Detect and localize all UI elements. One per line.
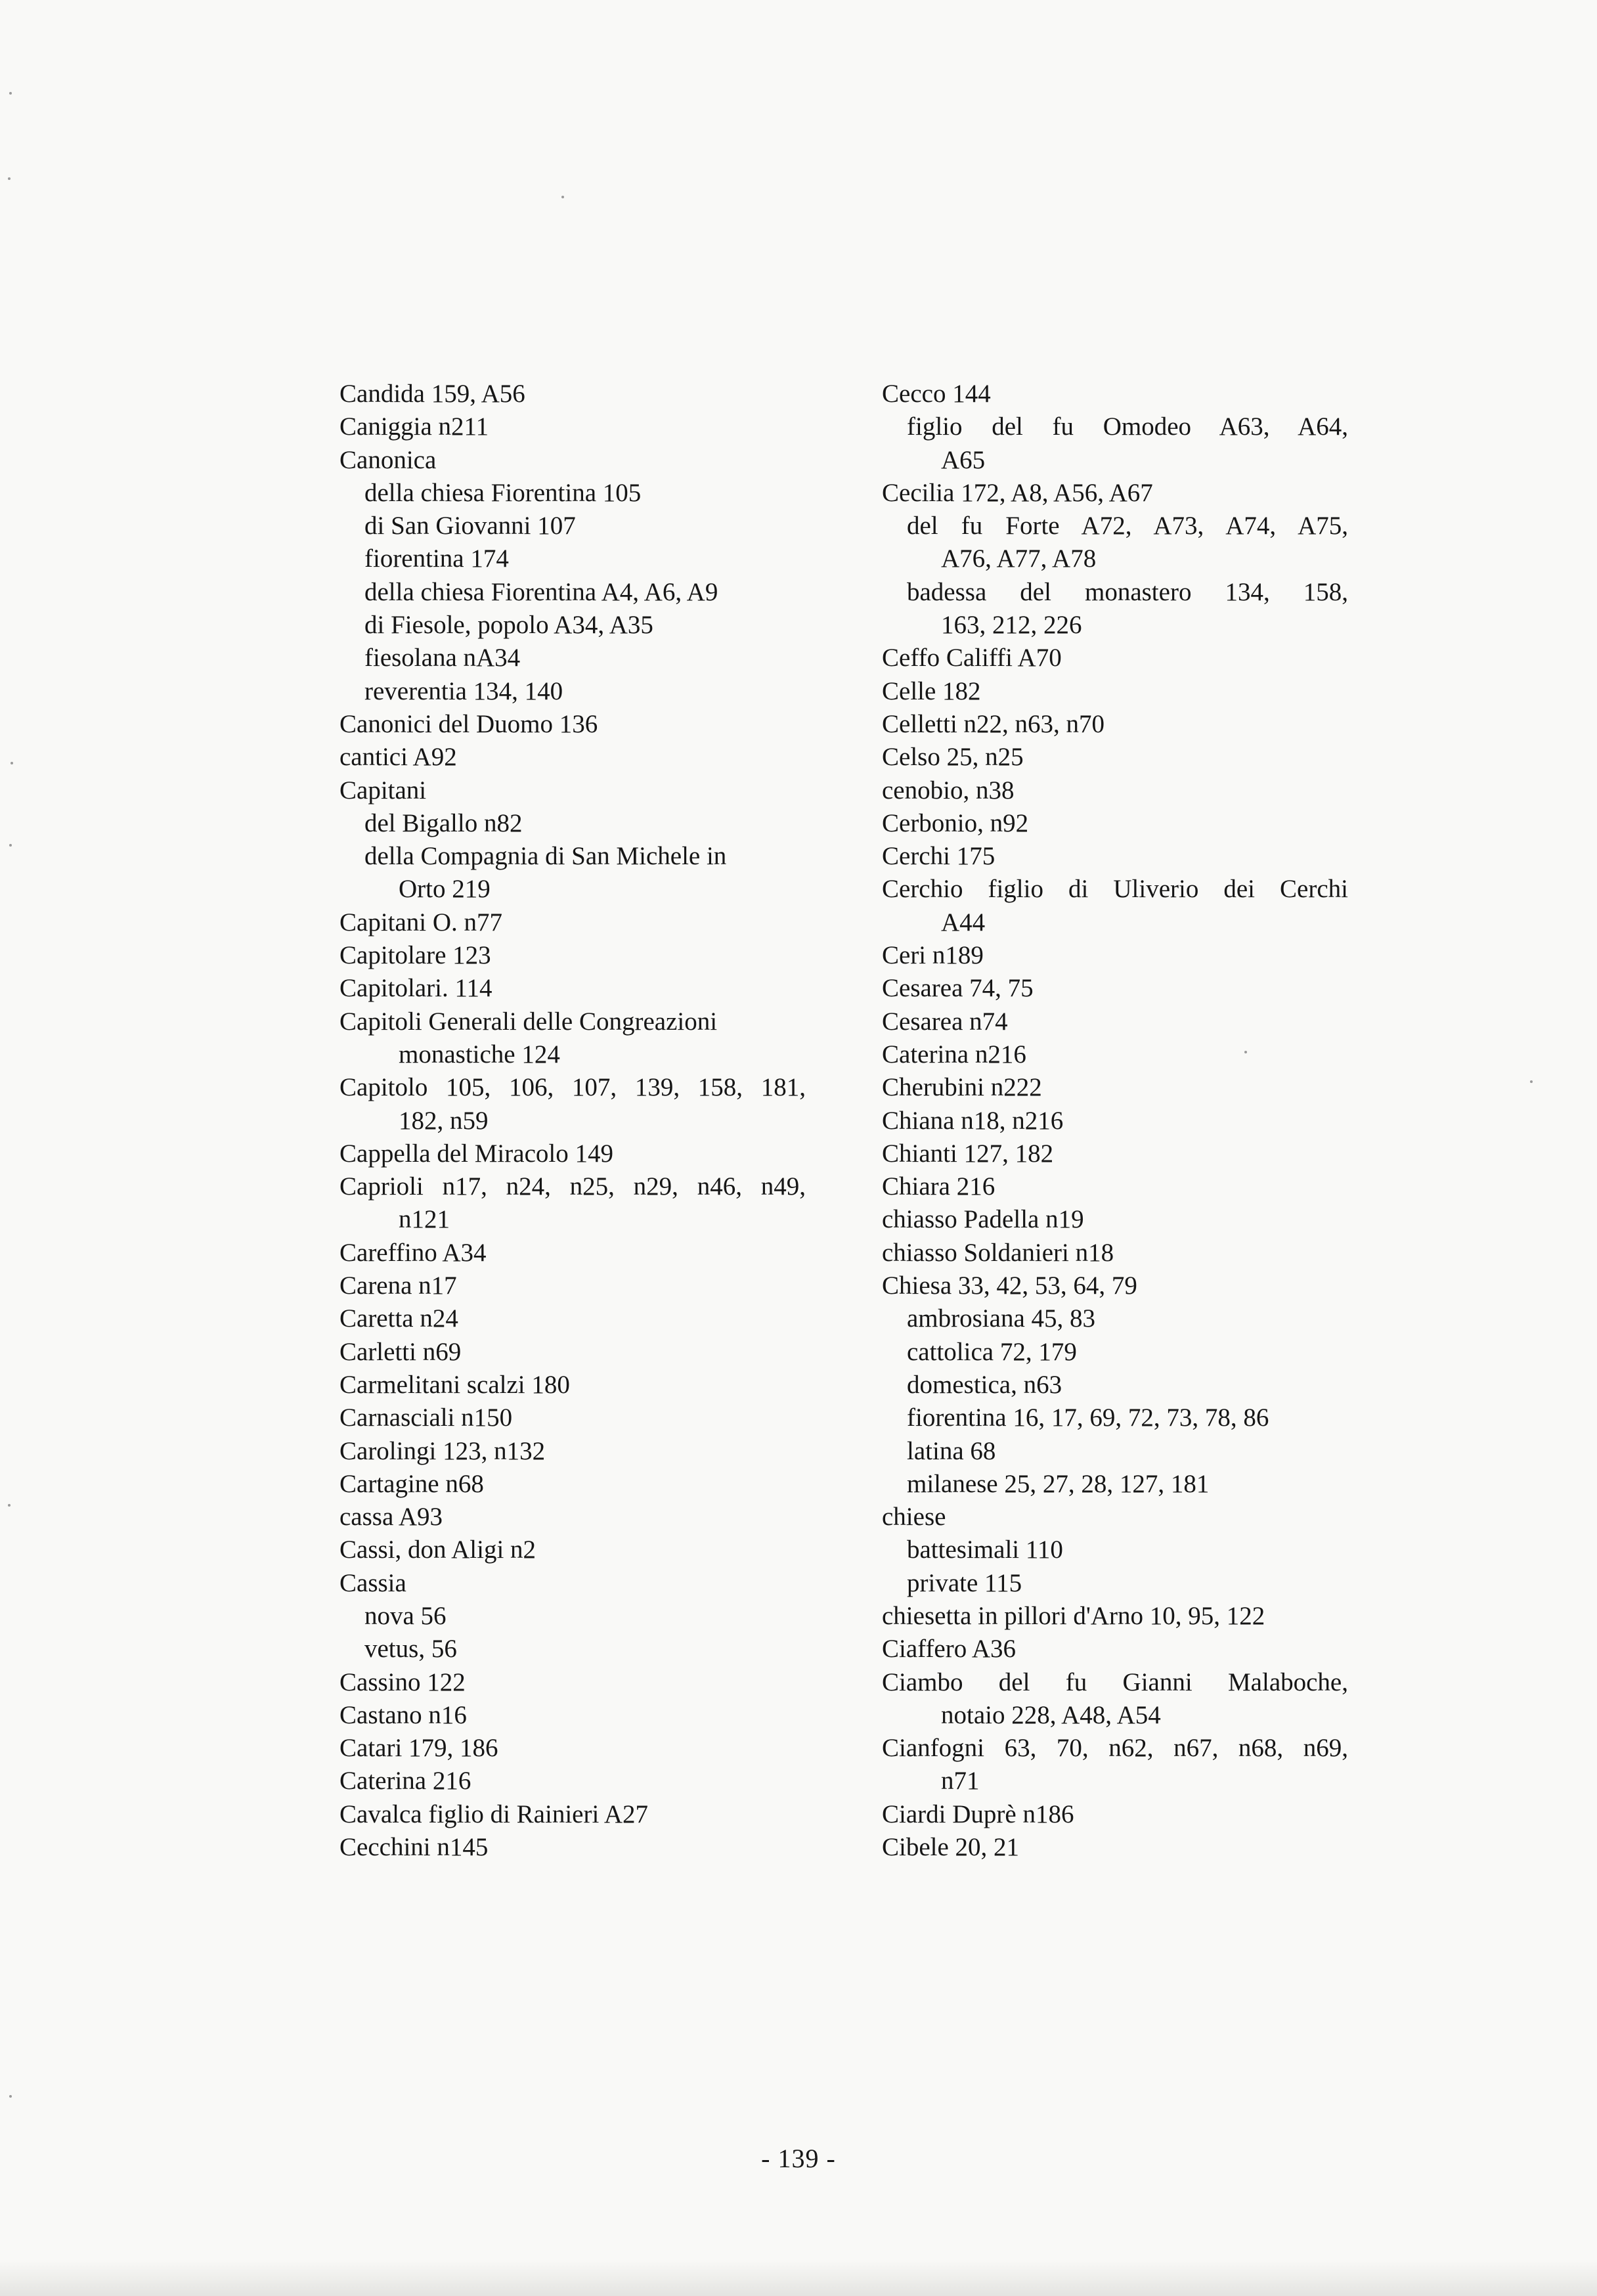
index-entry: Cesarea n74: [882, 1007, 1008, 1036]
index-entry: A65: [941, 445, 986, 474]
index-entry: chiesetta in pillori d'Arno 10, 95, 122: [882, 1601, 1265, 1630]
index-entry: Cassia: [339, 1568, 406, 1597]
index-entry: di Fiesole, popolo A34, A35: [364, 611, 653, 640]
index-entry: Capitoli Generali delle Congreazioni: [339, 1007, 718, 1036]
index-entry: Cecilia 172, A8, A56, A67: [882, 478, 1153, 507]
scan-speck: [9, 2095, 12, 2098]
index-entry: Caprioli n17, n24, n25, n29, n46, n49,: [339, 1172, 806, 1201]
index-entry: del Bigallo n82: [364, 808, 523, 837]
index-entry: Cecco 144: [882, 380, 991, 408]
index-entry: Chiara 216: [882, 1172, 995, 1201]
scan-speck: [1530, 1080, 1533, 1083]
index-entry: Ceffo Califfi A70: [882, 644, 1062, 673]
index-entry: Canonici del Duomo 136: [339, 709, 598, 738]
index-entry: Castano n16: [339, 1700, 467, 1729]
index-entry: n71: [941, 1767, 980, 1796]
index-entry: reverentia 134, 140: [364, 676, 563, 705]
scan-speck: [561, 196, 564, 198]
index-entry: latina 68: [907, 1436, 996, 1465]
index-entry: Ciardi Duprè n186: [882, 1799, 1074, 1828]
index-entry: Carena n17: [339, 1271, 457, 1300]
index-column-right: [882, 378, 1348, 1864]
scan-speck: [8, 177, 11, 180]
index-entry: milanese 25, 27, 28, 127, 181: [907, 1469, 1210, 1498]
index-entry: cattolica 72, 179: [907, 1337, 1077, 1366]
scan-speck: [1244, 1051, 1247, 1053]
index-entry: domestica, n63: [907, 1370, 1062, 1399]
index-entry: fiesolana nA34: [364, 644, 521, 673]
index-entry: cassa A93: [339, 1503, 443, 1532]
index-entry: monastiche 124: [399, 1040, 560, 1069]
index-entry: della chiesa Fiorentina A4, A6, A9: [364, 577, 718, 606]
index-entry: della Compagnia di San Michele in: [364, 842, 727, 871]
index-entry: Ceri n189: [882, 941, 984, 970]
index-entry: fiorentina 16, 17, 69, 72, 73, 78, 86: [907, 1403, 1269, 1432]
index-entry: Chiana n18, n216: [882, 1106, 1064, 1135]
index-entry: Ciaffero A36: [882, 1635, 1016, 1664]
index-entry: cantici A92: [339, 743, 457, 772]
index-entry: A44: [941, 908, 986, 937]
index-entry: chiasso Soldanieri n18: [882, 1238, 1114, 1267]
index-entry: Cherubini n222: [882, 1073, 1042, 1102]
index-entry: ambrosiana 45, 83: [907, 1304, 1096, 1333]
index-entry: 182, n59: [399, 1106, 489, 1135]
index-entry: Orto 219: [399, 875, 491, 904]
index-entry: Carmelitani scalzi 180: [339, 1370, 570, 1399]
index-entry: Careffino A34: [339, 1238, 487, 1267]
index-entry: Cerchio figlio di Uliverio dei Cerchi: [882, 875, 1348, 904]
index-entry: della chiesa Fiorentina 105: [364, 478, 642, 507]
index-entry: Chiesa 33, 42, 53, 64, 79: [882, 1271, 1137, 1300]
index-entry: battesimali 110: [907, 1535, 1063, 1564]
index-entry: di San Giovanni 107: [364, 512, 576, 541]
index-entry: nova 56: [364, 1601, 447, 1630]
scan-bottom-edge: [0, 2259, 1597, 2296]
index-entry: Cavalca figlio di Rainieri A27: [339, 1799, 649, 1828]
index-entry: Carletti n69: [339, 1337, 462, 1366]
index-entry: Capitolari. 114: [339, 974, 492, 1003]
index-entry: Cecchini n145: [339, 1833, 489, 1862]
index-entry: Capitolo 105, 106, 107, 139, 158, 181,: [339, 1073, 806, 1102]
index-entry: Candida 159, A56: [339, 380, 525, 408]
index-entry: Caterina 216: [339, 1767, 471, 1796]
index-entry: Caterina n216: [882, 1040, 1026, 1069]
index-entry: private 115: [907, 1568, 1022, 1597]
index-entry: cenobio, n38: [882, 776, 1015, 805]
index-entry: A76, A77, A78: [941, 544, 1097, 573]
index-entry: Caretta n24: [339, 1304, 458, 1333]
index-entry: Ciambo del fu Gianni Malaboche,: [882, 1667, 1348, 1696]
index-entry: Celletti n22, n63, n70: [882, 709, 1105, 738]
index-entry: Cappella del Miracolo 149: [339, 1139, 613, 1168]
scan-speck: [8, 1504, 11, 1507]
page-number: - 139 -: [761, 2144, 836, 2173]
index-entry: notaio 228, A48, A54: [941, 1700, 1161, 1729]
scan-speck: [11, 762, 13, 764]
index-entry: Cibele 20, 21: [882, 1833, 1020, 1862]
index-column-left: [339, 378, 806, 1864]
index-entry: badessa del monastero 134, 158,: [907, 577, 1348, 606]
index-entry: n121: [399, 1205, 450, 1234]
index-entry: Carolingi 123, n132: [339, 1436, 546, 1465]
index-entry: Cianfogni 63, 70, n62, n67, n68, n69,: [882, 1734, 1348, 1763]
index-entry: Caniggia n211: [339, 412, 489, 441]
scan-speck: [9, 92, 12, 95]
index-entry: Cerbonio, n92: [882, 808, 1029, 837]
index-entry: Cassi, don Aligi n2: [339, 1535, 536, 1564]
scan-speck: [9, 844, 12, 847]
index-entry: figlio del fu Omodeo A63, A64,: [907, 412, 1348, 441]
index-entry: Carnasciali n150: [339, 1403, 513, 1432]
index-entry: Celso 25, n25: [882, 743, 1024, 772]
index-entry: Cesarea 74, 75: [882, 974, 1034, 1003]
index-entry: Celle 182: [882, 676, 981, 705]
index-entry: Catari 179, 186: [339, 1734, 498, 1763]
index-entry: Canonica: [339, 445, 437, 474]
index-entry: 163, 212, 226: [941, 611, 1082, 640]
index-entry: Chianti 127, 182: [882, 1139, 1054, 1168]
index-entry: Capitani: [339, 776, 427, 805]
index-entry: Cartagine n68: [339, 1469, 484, 1498]
index-entry: Capitani O. n77: [339, 908, 503, 937]
index-entry: Capitolare 123: [339, 941, 491, 970]
index-entry: chiese: [882, 1503, 946, 1532]
index-entry: vetus, 56: [364, 1635, 457, 1664]
index-entry: Cerchi 175: [882, 842, 995, 871]
index-entry: chiasso Padella n19: [882, 1205, 1084, 1234]
index-entry: del fu Forte A72, A73, A74, A75,: [907, 512, 1348, 541]
index-entry: fiorentina 174: [364, 544, 509, 573]
index-entry: Cassino 122: [339, 1667, 466, 1696]
